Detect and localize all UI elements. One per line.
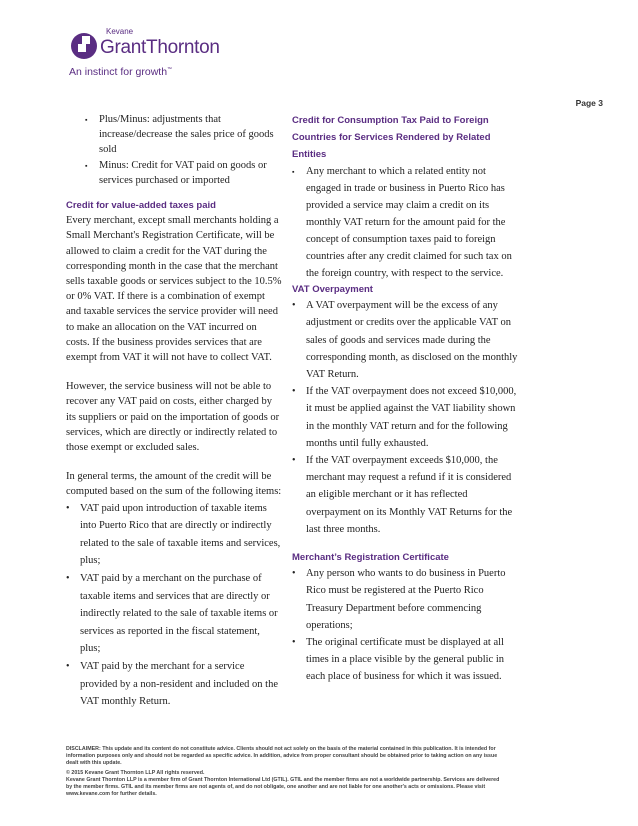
- logo-brand: GrantThornton: [100, 37, 220, 58]
- list: [292, 565, 520, 685]
- list-item: • A VAT overpayment will be the excess of any adjustment or credits over the applicable VAT on sales of goods and services made during the corresponding month, as disclosed on the monthly VAT Return.: [292, 300, 518, 381]
- paragraph: However, the service business will not be able to recover any VAT paid on costs, either charged by its suppliers or paid on the importation of goods or services, which are directly or indirectly related to those exempt or excluded sales.: [66, 381, 280, 454]
- list-item: • If the VAT overpayment does not exceed $10,000, it must be applied against the VAT liability shown in the monthly VAT return and for the following months until fully exhausted.: [292, 386, 517, 449]
- list-item: • The original certificate must be displayed at all times in a place visible by the general public in each place of business for which it was issued.: [292, 637, 504, 683]
- credit-items-list: [66, 500, 282, 711]
- right-column: [292, 112, 520, 686]
- section-heading: Credit for value-added taxes paid: [66, 200, 216, 212]
- disclaimer: DISCLAIMER: This update and its content do not constitute advice. Clients should not act solely on the basis of the material contained in this publication. It is intended for information purposes only and should not be regarded as specific advice. In addition, advice from proper consultant should be obtained prior to taking action on any issue dealt with this update.: [66, 746, 498, 766]
- list: [292, 163, 520, 282]
- list-item: • VAT paid by a merchant on the purchase of taxable items and services that are directly or indirectly related to the sale of taxable items or services as reported in the fiscal statement, plus;: [66, 573, 278, 655]
- company-logo: [69, 27, 229, 97]
- grant-thornton-mark-icon: [69, 31, 99, 61]
- list-item: ▪ Minus: Credit for VAT paid on goods or services purchased or imported: [85, 159, 267, 186]
- adjustment-sublist: [85, 112, 282, 188]
- list-item: ▪ Any merchant to which a related entity not engaged in trade or business in Puerto Rico has provided a service may claim a credit on its monthly VAT return for the amount paid for the concept of consumption taxes paid to foreign countries after any credit claimed for such tax on the foreign country, with respect to the service.: [292, 166, 512, 279]
- section-heading: VAT Overpayment: [292, 284, 373, 295]
- paragraph: In general terms, the amount of the credit will be computed based on the sum of the following items:: [66, 471, 282, 498]
- left-column: [66, 112, 282, 711]
- list: [292, 297, 520, 538]
- page-number: Page 3: [575, 98, 603, 108]
- list-item: • Any person who wants to do business in Puerto Rico must be registered at the Puerto Rico Treasury Department before commencing operations;: [292, 568, 506, 631]
- logo-kevane: Kevane: [106, 27, 134, 36]
- list-item: • VAT paid by the merchant for a service provided by a non-resident and included on the VAT monthly Return.: [66, 661, 278, 708]
- list-item: • If the VAT overpayment exceeds $10,000, the merchant may request a refund if it is considered an eligible merchant or it has reflected overpayment on its Monthly VAT Returns for the last three months.: [292, 455, 513, 535]
- footer: [66, 746, 506, 798]
- section-heading: Merchant’s Registration Certificate: [292, 552, 449, 564]
- logo-tagline: An instinct for growth™: [69, 66, 173, 78]
- list-item: ▪ Plus/Minus: adjustments that increase/decrease the sales price of goods sold: [85, 114, 274, 156]
- list-item: • VAT paid upon introduction of taxable items into Puerto Rico that are directly or indirectly related to the sale of taxable items and services, plus;: [66, 502, 281, 567]
- copyright: © 2015 Kevane Grant Thornton LLP All rights reserved. Kevane Grant Thornton LLP is a member firm of Grant Thornton International Ltd (GTIL). GTIL and the member firms are not a worldwide partnership. Services are delivered by the member firms. GTIL and its member firms are not agents of, and do not obligate, one another and are not liable for one another's acts or omissions. Please visit www.kevane.com for further details.: [66, 770, 500, 797]
- paragraph: Every merchant, except small merchants holding a Small Merchant's Registration Certificate, will be allowed to claim a credit for the VAT during the corresponding month in the case that the merchant sells taxable goods or services subject to the 10.5% or 0% VAT. If there is a combination of exempt and taxable services the service provider will need to make an allocation on the VAT incurred on costs. If the business provides services that are exempt from VAT it will not have to collect VAT.: [66, 215, 282, 364]
- section-heading: Credit for Consumption Tax Paid to Foreign Countries for Services Rendered by Related Entities: [292, 115, 491, 160]
